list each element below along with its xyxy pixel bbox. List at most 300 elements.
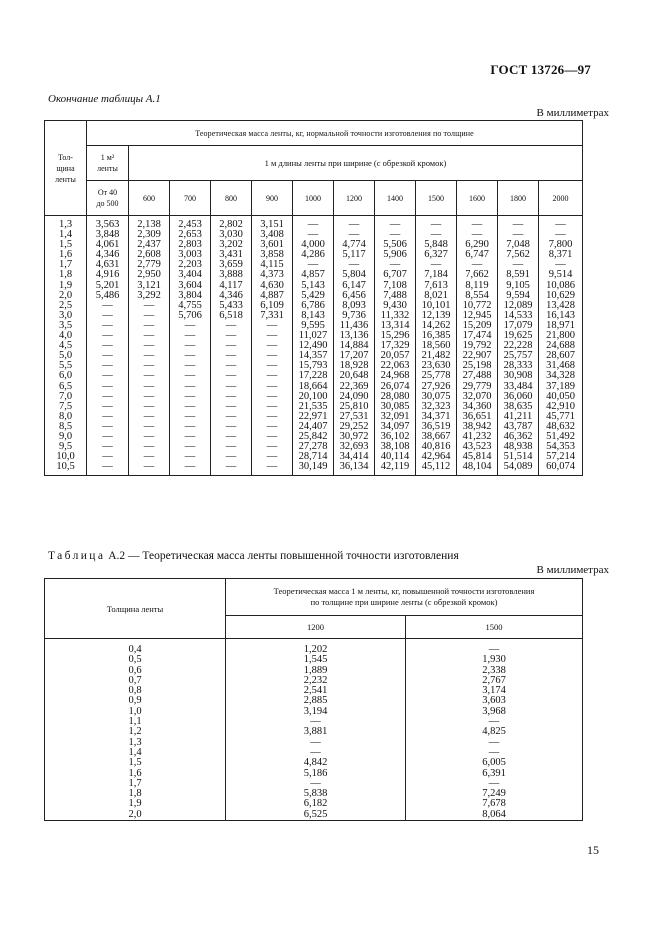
table-cell: 1,930 (406, 655, 583, 665)
table-cell: 5,201 (87, 281, 129, 291)
header-per-meter: 1 м длины ленты при ширине (с обрезкой кромок) (129, 146, 583, 181)
page-number: 15 (587, 843, 599, 857)
table-cell: 12,089 (498, 301, 539, 311)
table-cell: 3,194 (226, 707, 406, 717)
table-cell: — (406, 639, 583, 656)
table-cell: 17,079 (498, 321, 539, 331)
header-thickness: Тол- щина ленты (45, 121, 87, 216)
table-cell: 3,604 (170, 281, 211, 291)
table-cell: 22,228 (498, 341, 539, 351)
table2-title-word: Таблица (48, 550, 106, 562)
table-row (45, 216, 583, 231)
table-cell: 18,971 (539, 321, 583, 331)
table-cell: 32,693 (334, 442, 375, 452)
row-thickness: 6,0 (45, 371, 87, 381)
table-cell: 2,950 (129, 270, 170, 280)
header-width-1400: 1400 (375, 181, 416, 216)
table-cell: — (252, 382, 293, 392)
table-cell: — (539, 216, 583, 231)
table-cell: — (129, 301, 170, 311)
table-cell: 3,601 (252, 240, 293, 250)
header-width-900: 900 (252, 181, 293, 216)
table-cell: 9,430 (375, 301, 416, 311)
header-width-700: 700 (170, 181, 211, 216)
table-cell: 45,771 (539, 412, 583, 422)
table-cell: — (87, 392, 129, 402)
table-cell: 36,651 (457, 412, 498, 422)
table-cell: 34,371 (416, 412, 457, 422)
row-thickness: 1,3 (45, 216, 87, 231)
table-cell: — (334, 230, 375, 240)
row-thickness: 8,0 (45, 412, 87, 422)
table-cell: 14,357 (293, 351, 334, 361)
table-cell: 6,747 (457, 250, 498, 260)
table-cell: 5,429 (293, 291, 334, 301)
table-cell: 8,064 (406, 810, 583, 821)
table-cell: 33,484 (498, 382, 539, 392)
table-cell: 15,209 (457, 321, 498, 331)
table-cell: — (226, 738, 406, 748)
table-cell: 4,115 (252, 260, 293, 270)
table-cell: — (129, 452, 170, 462)
table-cell: — (416, 216, 457, 231)
table-cell: — (211, 462, 252, 476)
row-thickness: 0,8 (45, 686, 226, 696)
table-cell: 18,928 (334, 361, 375, 371)
table-cell: 4,061 (87, 240, 129, 250)
row-thickness: 0,5 (45, 655, 226, 665)
table-cell: — (87, 382, 129, 392)
table-cell: 2,437 (129, 240, 170, 250)
table2-title-text: А.2 — Теоретическая масса ленты повышенной точности изготовления (105, 550, 459, 562)
row-thickness: 3,5 (45, 321, 87, 331)
table-cell: 6,518 (211, 311, 252, 321)
table-cell: — (457, 216, 498, 231)
table-cell: — (170, 331, 211, 341)
table-cell: 7,184 (416, 270, 457, 280)
table-row (45, 371, 583, 381)
table-cell: 7,678 (406, 799, 583, 809)
table-cell: 25,757 (498, 351, 539, 361)
table-cell: 5,486 (87, 291, 129, 301)
table-cell: — (211, 351, 252, 361)
table-cell: 21,535 (293, 402, 334, 412)
table-cell: 14,533 (498, 311, 539, 321)
table-cell: 42,119 (375, 462, 416, 476)
table-cell: 3,659 (211, 260, 252, 270)
table-cell: 30,972 (334, 432, 375, 442)
header-width-1200: 1200 (226, 616, 406, 639)
table-cell: 28,080 (375, 392, 416, 402)
table-cell: — (498, 230, 539, 240)
table-cell: 34,360 (457, 402, 498, 412)
table-cell: 6,005 (406, 758, 583, 768)
table-cell: — (170, 341, 211, 351)
mass-table-high-accuracy (44, 578, 583, 821)
table-cell: 11,436 (334, 321, 375, 331)
table-cell: 12,490 (293, 341, 334, 351)
mass-table-normal-accuracy (44, 120, 583, 476)
table-cell: 36,060 (498, 392, 539, 402)
table-cell: — (334, 260, 375, 270)
table-cell: 30,908 (498, 371, 539, 381)
table-cell: 22,971 (293, 412, 334, 422)
table-cell: — (87, 442, 129, 452)
table-cell: — (211, 402, 252, 412)
table-cell: 48,104 (457, 462, 498, 476)
table-cell: 5,186 (226, 769, 406, 779)
table-cell: 60,074 (539, 462, 583, 476)
table-cell: 25,810 (334, 402, 375, 412)
row-thickness: 1,7 (45, 779, 226, 789)
row-thickness: 5,5 (45, 361, 87, 371)
table-cell: — (539, 260, 583, 270)
table-cell: 51,492 (539, 432, 583, 442)
table-cell: 27,926 (416, 382, 457, 392)
table-cell: 14,262 (416, 321, 457, 331)
table-cell: 21,800 (539, 331, 583, 341)
table-cell: — (375, 260, 416, 270)
table-cell: 2,453 (170, 216, 211, 231)
header-per-m2: 1 м² ленты (87, 146, 129, 181)
table-cell: 45,814 (457, 452, 498, 462)
table-cell: 6,147 (334, 281, 375, 291)
table-cell: 22,063 (375, 361, 416, 371)
table-cell: 7,488 (375, 291, 416, 301)
table-cell: 13,136 (334, 331, 375, 341)
table-cell: 34,414 (334, 452, 375, 462)
table-cell: 34,097 (375, 422, 416, 432)
header-width-1000: 1000 (293, 181, 334, 216)
table-cell: — (170, 371, 211, 381)
table-cell: 2,338 (406, 666, 583, 676)
table-cell: 40,816 (416, 442, 457, 452)
table-cell: 5,433 (211, 301, 252, 311)
table-cell: 20,057 (375, 351, 416, 361)
table-cell: 1,889 (226, 666, 406, 676)
table-cell: — (170, 422, 211, 432)
table-cell: 27,278 (293, 442, 334, 452)
table-cell: — (252, 462, 293, 476)
header-width-1200: 1200 (334, 181, 375, 216)
row-thickness: 0,4 (45, 639, 226, 656)
units-label-table2: В миллиметрах (536, 564, 609, 576)
row-thickness: 9,0 (45, 432, 87, 442)
table-cell: 10,629 (539, 291, 583, 301)
table-cell: 22,369 (334, 382, 375, 392)
table-cell: 4,842 (226, 758, 406, 768)
table-cell: 3,292 (129, 291, 170, 301)
header-width-1500: 1500 (406, 616, 583, 639)
table-cell: 5,906 (375, 250, 416, 260)
table-cell: — (375, 216, 416, 231)
table-cell: 23,630 (416, 361, 457, 371)
table-cell: 18,664 (293, 382, 334, 392)
table-cell: — (129, 321, 170, 331)
table-cell: — (87, 371, 129, 381)
table-cell: 6,182 (226, 799, 406, 809)
table-cell: — (334, 216, 375, 231)
row-thickness: 1,8 (45, 789, 226, 799)
table-cell: 5,506 (375, 240, 416, 250)
row-thickness: 10,0 (45, 452, 87, 462)
table-cell: — (170, 402, 211, 412)
table-cell: 3,174 (406, 686, 583, 696)
table-cell: — (226, 717, 406, 727)
table-cell: 24,407 (293, 422, 334, 432)
table-cell: 9,105 (498, 281, 539, 291)
table-cell: 6,327 (416, 250, 457, 260)
table-cell: — (211, 321, 252, 331)
table-cell: 57,214 (539, 452, 583, 462)
table-cell: 36,134 (334, 462, 375, 476)
table-cell: 4,286 (293, 250, 334, 260)
table-cell: 6,456 (334, 291, 375, 301)
table-cell: — (252, 452, 293, 462)
header-width-1600: 1600 (457, 181, 498, 216)
row-thickness: 0,7 (45, 676, 226, 686)
table-cell: — (170, 432, 211, 442)
table-cell: — (252, 351, 293, 361)
table-cell: 5,838 (226, 789, 406, 799)
table-cell: 3,888 (211, 270, 252, 280)
table-row (45, 462, 583, 476)
row-thickness: 1,4 (45, 748, 226, 758)
table-cell: 17,207 (334, 351, 375, 361)
table-cell: 7,108 (375, 281, 416, 291)
table-cell: 37,189 (539, 382, 583, 392)
table-cell: 29,252 (334, 422, 375, 432)
table-cell: — (129, 442, 170, 452)
table-cell: — (87, 432, 129, 442)
table-cell: 10,772 (457, 301, 498, 311)
table-cell: — (87, 452, 129, 462)
table-cell: 2,541 (226, 686, 406, 696)
table-cell: 3,848 (87, 230, 129, 240)
table-cell: 4,117 (211, 281, 252, 291)
table-cell: — (252, 442, 293, 452)
table-cell: 5,117 (334, 250, 375, 260)
row-thickness: 1,5 (45, 240, 87, 250)
table-cell: 1,202 (226, 639, 406, 656)
table-cell: 48,632 (539, 422, 583, 432)
table-cell: 46,362 (498, 432, 539, 442)
header-thickness-2: Толщина ленты (45, 579, 226, 639)
table-cell: — (211, 341, 252, 351)
header-width-800: 800 (211, 181, 252, 216)
table-cell: — (406, 738, 583, 748)
table-cell: — (252, 361, 293, 371)
row-thickness: 1,3 (45, 738, 226, 748)
table-cell: — (252, 392, 293, 402)
table-cell: — (87, 351, 129, 361)
table-cell: 38,108 (375, 442, 416, 452)
table-cell: 54,089 (498, 462, 539, 476)
row-thickness: 0,9 (45, 696, 226, 706)
table-cell: 11,332 (375, 311, 416, 321)
table-cell: — (211, 422, 252, 432)
table-cell: — (129, 402, 170, 412)
row-thickness: 1,6 (45, 250, 87, 260)
table-cell: — (87, 301, 129, 311)
header-mass-2: Теоретическая масса 1 м ленты, кг, повышенной точности изготовления по толщине при ширине ленты (с обрезкой кромок) (226, 579, 583, 616)
table-cell: 54,353 (539, 442, 583, 452)
table-cell: 27,531 (334, 412, 375, 422)
table-cell: 15,296 (375, 331, 416, 341)
table-cell: 25,842 (293, 432, 334, 442)
table-cell: 4,630 (252, 281, 293, 291)
row-thickness: 2,0 (45, 810, 226, 821)
table-cell: 7,249 (406, 789, 583, 799)
table-cell: — (129, 341, 170, 351)
table-cell: — (293, 230, 334, 240)
table-cell: 30,149 (293, 462, 334, 476)
row-thickness: 1,9 (45, 799, 226, 809)
table-cell: 11,027 (293, 331, 334, 341)
table-cell: — (252, 321, 293, 331)
table-cell: 4,346 (211, 291, 252, 301)
table-cell: — (87, 422, 129, 432)
table-cell: — (170, 361, 211, 371)
table-cell: 3,030 (211, 230, 252, 240)
header-width-1800: 1800 (498, 181, 539, 216)
table-cell: — (406, 779, 583, 789)
table-cell: 2,608 (129, 250, 170, 260)
table-cell: 2,767 (406, 676, 583, 686)
table-cell: 42,964 (416, 452, 457, 462)
table-cell: 38,667 (416, 432, 457, 442)
table-row (45, 810, 583, 821)
table-cell: 30,075 (416, 392, 457, 402)
table-cell: 32,323 (416, 402, 457, 412)
table-cell: — (252, 422, 293, 432)
table-cell: 4,857 (293, 270, 334, 280)
table-cell: 4,373 (252, 270, 293, 280)
table2-title (48, 550, 459, 562)
table-cell: 6,786 (293, 301, 334, 311)
table-cell: — (498, 216, 539, 231)
table-cell: — (211, 412, 252, 422)
table-cell: 30,085 (375, 402, 416, 412)
table-cell: 32,091 (375, 412, 416, 422)
table-cell: 28,607 (539, 351, 583, 361)
table-cell: 3,003 (170, 250, 211, 260)
row-thickness: 1,0 (45, 707, 226, 717)
table-cell: 2,803 (170, 240, 211, 250)
table-cell: 2,802 (211, 216, 252, 231)
row-thickness: 4,5 (45, 341, 87, 351)
table-cell: 3,603 (406, 696, 583, 706)
table-cell: — (170, 351, 211, 361)
row-thickness: 3,0 (45, 311, 87, 321)
table-cell: 5,804 (334, 270, 375, 280)
row-thickness: 1,7 (45, 260, 87, 270)
table-cell: — (211, 371, 252, 381)
table-cell: — (170, 321, 211, 331)
table-cell: 4,631 (87, 260, 129, 270)
table-cell: — (170, 382, 211, 392)
table-cell: — (211, 392, 252, 402)
table-cell: 25,198 (457, 361, 498, 371)
table-cell: 21,482 (416, 351, 457, 361)
row-thickness: 5,0 (45, 351, 87, 361)
table-cell: 13,314 (375, 321, 416, 331)
row-thickness: 4,0 (45, 331, 87, 341)
table-cell: — (498, 260, 539, 270)
table-cell: 15,793 (293, 361, 334, 371)
table-cell: 6,290 (457, 240, 498, 250)
table-cell: — (129, 392, 170, 402)
row-thickness: 1,6 (45, 769, 226, 779)
table-cell: 3,881 (226, 727, 406, 737)
table-cell: 3,408 (252, 230, 293, 240)
table-cell: 9,736 (334, 311, 375, 321)
table-cell: 40,114 (375, 452, 416, 462)
table-cell: 7,800 (539, 240, 583, 250)
header-width-2000: 2000 (539, 181, 583, 216)
table-cell: 16,143 (539, 311, 583, 321)
table-cell: 4,000 (293, 240, 334, 250)
header-width-1500: 1500 (416, 181, 457, 216)
table-cell: 3,563 (87, 216, 129, 231)
table-cell: 8,591 (498, 270, 539, 280)
table-cell: 36,519 (416, 422, 457, 432)
row-thickness: 1,9 (45, 281, 87, 291)
table-cell: 28,333 (498, 361, 539, 371)
row-thickness: 9,5 (45, 442, 87, 452)
table-cell: — (211, 432, 252, 442)
table-cell: 38,635 (498, 402, 539, 412)
table-cell: 10,101 (416, 301, 457, 311)
table-cell: 7,048 (498, 240, 539, 250)
row-thickness: 10,5 (45, 462, 87, 476)
table-cell: — (457, 230, 498, 240)
table-cell: — (211, 442, 252, 452)
table-cell: — (252, 402, 293, 412)
row-thickness: 1,5 (45, 758, 226, 768)
table-cell: 24,968 (375, 371, 416, 381)
table-cell: — (129, 462, 170, 476)
row-thickness: 2,0 (45, 291, 87, 301)
table-cell: — (252, 432, 293, 442)
table-cell: 12,945 (457, 311, 498, 321)
units-label-table1: В миллиметрах (536, 107, 609, 119)
table-cell: — (252, 341, 293, 351)
table-cell: 22,907 (457, 351, 498, 361)
table-cell: — (129, 422, 170, 432)
table-cell: 43,523 (457, 442, 498, 452)
row-thickness: 1,1 (45, 717, 226, 727)
table-cell: — (170, 412, 211, 422)
table-cell: — (226, 779, 406, 789)
table-cell: — (129, 311, 170, 321)
table-cell: 6,525 (226, 810, 406, 821)
table-cell: 7,662 (457, 270, 498, 280)
table-cell: — (129, 331, 170, 341)
table-cell: — (170, 442, 211, 452)
table-row (45, 639, 583, 656)
table-cell: 16,385 (416, 331, 457, 341)
table-cell: — (226, 748, 406, 758)
table-cell: 51,514 (498, 452, 539, 462)
table-cell: 41,232 (457, 432, 498, 442)
header-width-range: От 40 до 500 (87, 181, 129, 216)
table-cell: 2,232 (226, 676, 406, 686)
table-cell: 3,151 (252, 216, 293, 231)
table-cell: — (293, 216, 334, 231)
table-cell: 8,093 (334, 301, 375, 311)
table-cell: 4,887 (252, 291, 293, 301)
